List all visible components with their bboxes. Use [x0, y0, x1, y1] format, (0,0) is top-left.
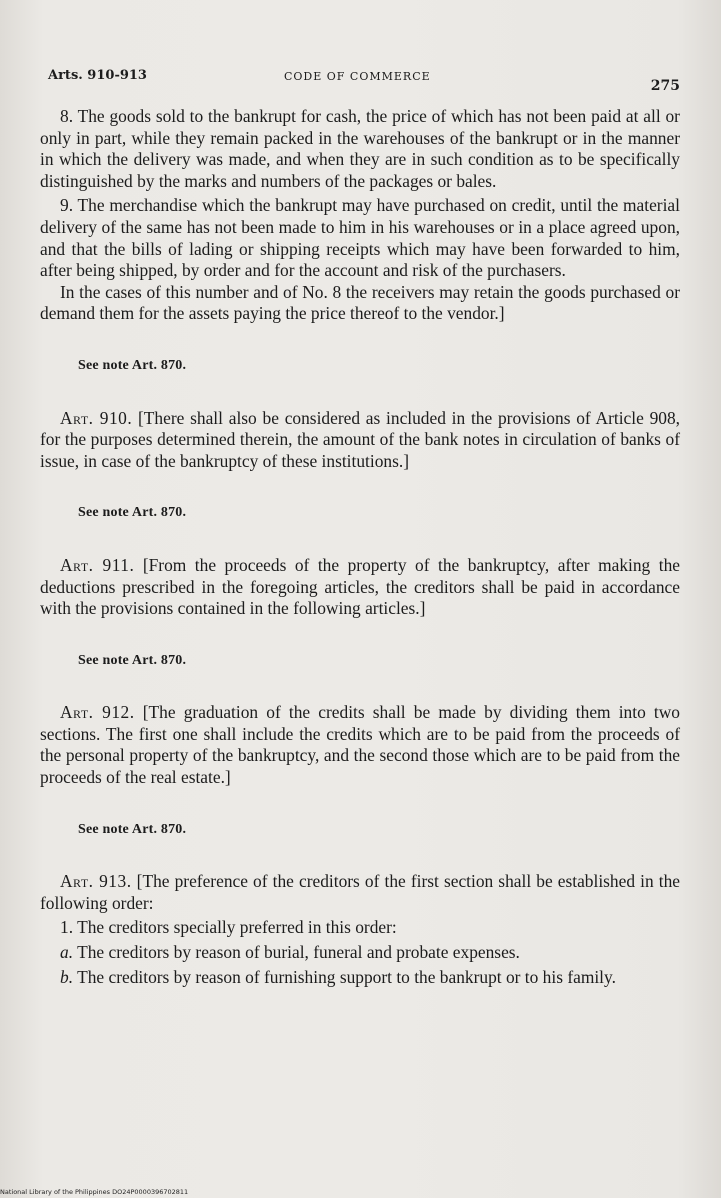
article-text: [There shall also be considered as included in the provisions of Article 908, for the purposes determined therein, the amount of the bank notes in circulation of banks of issue, in case of the bankruptcy of these institutions.] — [40, 407, 681, 471]
item-letter: a. — [60, 942, 74, 963]
article-label: Art. 911. — [60, 554, 135, 575]
header-articles: Arts. 910-913 — [48, 68, 147, 83]
note-reference: See note Art. 870. — [78, 505, 187, 521]
preference-item — [40, 942, 680, 964]
item-text: The creditors by reason of burial, funeral and probate expenses. — [77, 942, 520, 963]
article-label: Art. 910. — [60, 407, 133, 428]
article-910 — [40, 408, 680, 473]
preference-item — [40, 967, 680, 989]
article-913 — [40, 871, 680, 914]
article-label: Art. 912. — [60, 702, 135, 723]
item-text: The merchandise which the bankrupt may have purchased on credit, until the material delivery of the same has not been made to him in his warehouses or in a place agreed upon, and that the bills of lading or shipping receipts which may have been forwarded to him, after being shipped, by order and for the account and risk of the purchasers. — [40, 195, 680, 281]
page-body — [40, 106, 680, 988]
list-item — [40, 106, 680, 192]
item-number: 8. — [60, 106, 74, 126]
article-label: Art. 913. — [60, 871, 132, 892]
note-reference: See note Art. 870. — [78, 652, 187, 668]
article-text: [The preference of the creditors of the first section shall be established in the following order: — [40, 871, 680, 913]
list-item — [40, 195, 680, 281]
article-911 — [40, 555, 680, 620]
item-letter: b. — [60, 966, 74, 987]
scan-footer: National Library of the Philippines DO24P0000396702811 — [0, 1188, 189, 1196]
item-text: The goods sold to the bankrupt for cash, the price of which has not been paid at all or only in part, while they remain packed in the warehouses of the bankrupt or in the manner in which the delivery was made, and when they are in such condition as to be specifically distinguished by the marks and numbers of the packages or bales. — [40, 106, 680, 191]
item-text: The creditors by reason of furnishing support to the bankrupt or to his family. — [77, 966, 616, 987]
preference-heading: 1. The creditors specially preferred in this order: — [60, 917, 397, 938]
closing-paragraph: In the cases of this number and of No. 8 the receivers may retain the goods purchased or demand them for the assets paying the price thereof to the vendor.] — [40, 281, 680, 324]
note-reference: See note Art. 870. — [78, 357, 187, 373]
header-title: CODE OF COMMERCE — [284, 70, 431, 83]
note-reference: See note Art. 870. — [78, 821, 187, 837]
item-number: 9. — [60, 195, 74, 216]
article-text: [From the proceeds of the property of the bankruptcy, after making the deductions prescribed in the foregoing articles, the creditors shall be paid in accordance with the provisions contained in the following articles.] — [40, 554, 680, 619]
page-number: 275 — [650, 78, 680, 94]
article-912 — [40, 702, 680, 788]
article-text: [The graduation of the credits shall be made by dividing them into two sections. The first one shall include the credits which are to be paid from the proceeds of the personal property of the bankruptcy, and the second those which are to be paid from the proceeds of the real estate.] — [40, 702, 680, 788]
